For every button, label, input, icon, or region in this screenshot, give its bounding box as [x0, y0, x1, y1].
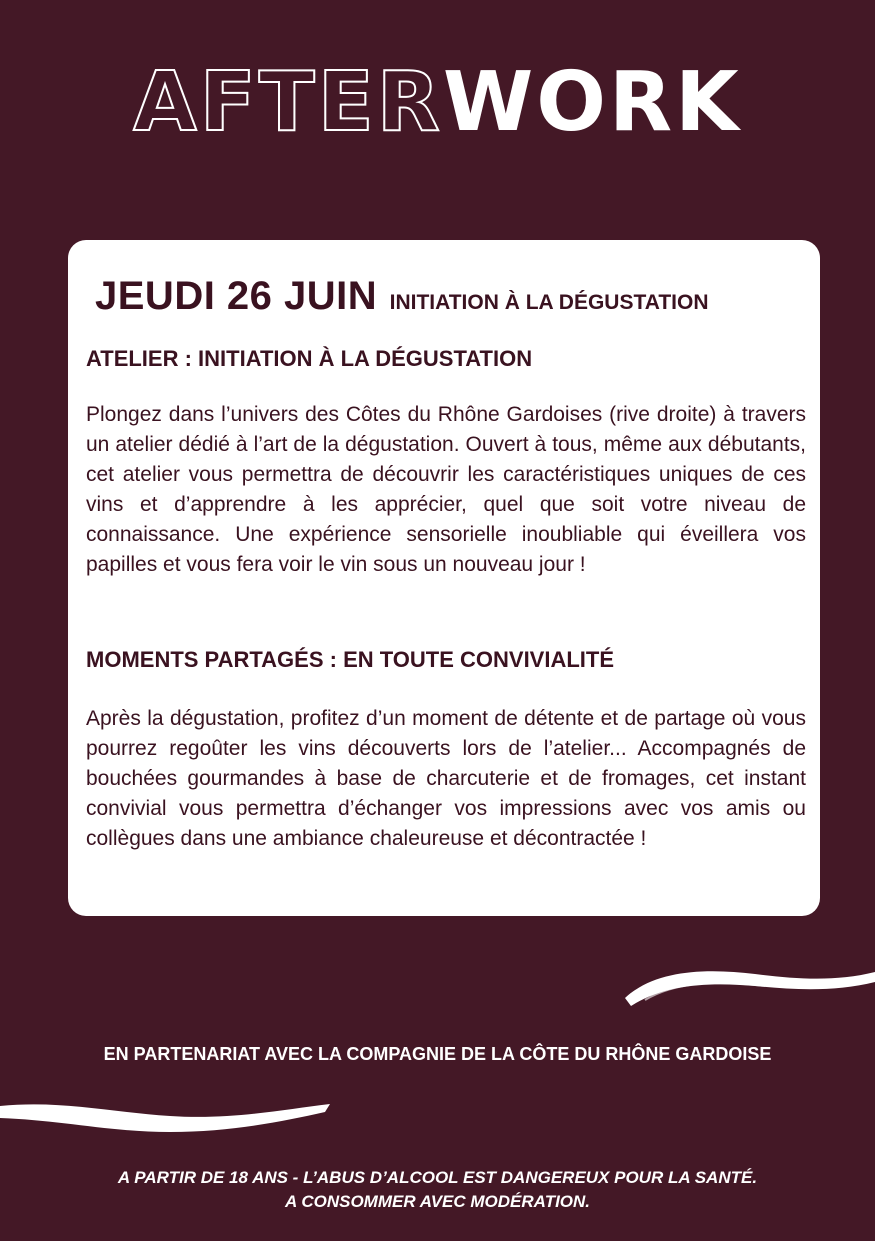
disclaimer-line-2: A CONSOMMER AVEC MODÉRATION. [284, 1192, 591, 1211]
disclaimer [0, 1166, 875, 1214]
title-outline-word: AFTER [133, 55, 443, 150]
brush-stroke-bottom-left-icon [0, 1098, 340, 1148]
page-title [0, 55, 875, 150]
section1-heading: ATELIER : INITIATION À LA DÉGUSTATION [86, 346, 533, 371]
disclaimer-line-1: A PARTIR DE 18 ANS - L’ABUS D’ALCOOL EST DANGEREUX POUR LA SANTÉ. [117, 1168, 758, 1187]
event-date-line [95, 274, 709, 319]
title-solid-word: WORK [442, 55, 742, 150]
partner-text: EN PARTENARIAT AVEC LA COMPAGNIE DE LA CÔTE DU RHÔNE GARDOISE [103, 1044, 772, 1064]
section2-heading: MOMENTS PARTAGÉS : EN TOUTE CONVIVIALITÉ [86, 647, 615, 672]
event-card [68, 240, 820, 916]
section1-text: Plongez dans l’univers des Côtes du Rhône Gardoises (rive droite) à travers un atelier dédié à l’art de la dégustation. Ouvert à tous, même aux débutants, cet atelier vous permettra de découvrir les caractéristiques uniques de ces vins et d’apprendre à les apprécier, quel que soit votre niveau de connaissance. Une expérience sensorielle inoubliable qui éveillera vos papilles et vous fera voir le vin sous un nouveau jour ! [86, 403, 806, 576]
event-date: JEUDI 26 JUIN [95, 274, 378, 318]
section2-text: Après la dégustation, profitez d’un moment de détente et de partage où vous pourrez regoûter les vins découverts lors de l’atelier... Accompagnés de bouchées gourmandes à base de charcuterie et de fromages, cet instant convivial vous permettra d’échanger vos impressions avec vos amis ou collègues dans une ambiance chaleureuse et décontractée ! [86, 707, 806, 850]
event-date-subtitle: INITIATION À LA DÉGUSTATION [389, 291, 709, 314]
brush-stroke-top-right-icon [615, 960, 875, 1020]
